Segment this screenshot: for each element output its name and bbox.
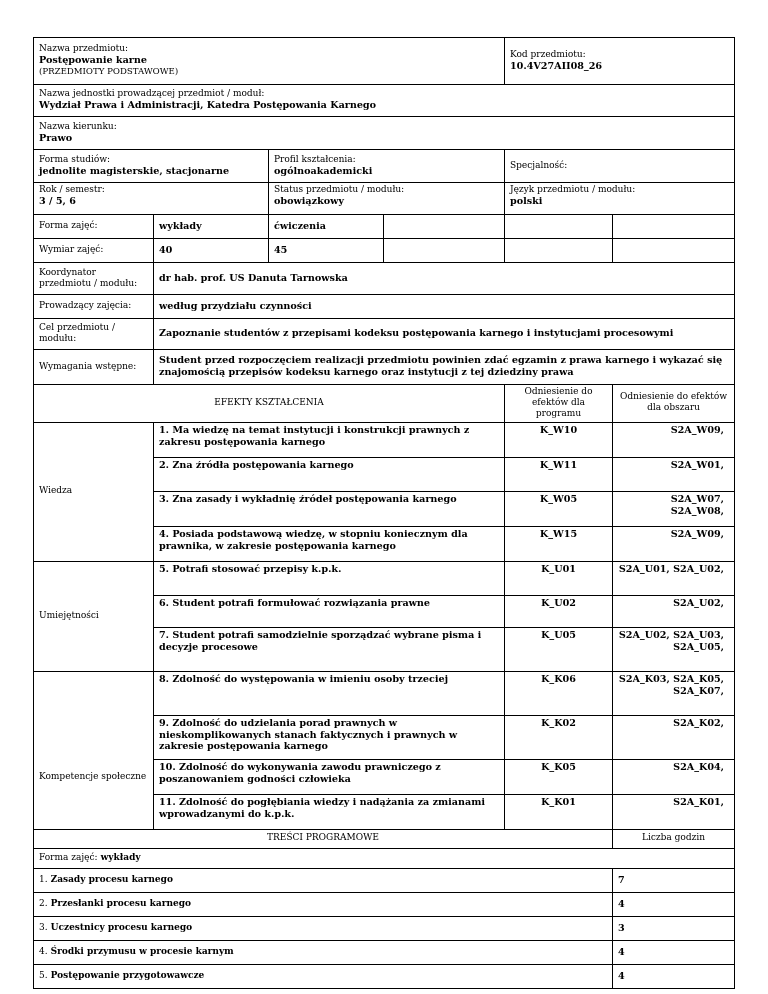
year-label: Rok / semestr: bbox=[39, 185, 105, 195]
unit-row bbox=[34, 85, 735, 117]
outcome-program-ref: K_K01 bbox=[505, 794, 613, 829]
unit-label: Nazwa jednostki prowadzącej przedmiot / moduł: bbox=[39, 89, 265, 100]
outcome-text: 2. Zna źródła postępowania karnego bbox=[154, 457, 505, 491]
topic-title: Uczestnicy procesu karnego bbox=[50, 923, 193, 934]
program-form-row bbox=[34, 848, 735, 868]
outcome-text: 4. Posiada podstawową wiedzę, w stopniu koniecznym dla prawnika, w zakresie postępowania karnego bbox=[154, 526, 505, 561]
topic-cell bbox=[34, 940, 613, 964]
specialty-cell bbox=[505, 150, 735, 183]
outcome-row bbox=[34, 561, 735, 595]
hours-exercises: 45 bbox=[269, 239, 384, 263]
outcome-program-ref: K_U05 bbox=[505, 627, 613, 671]
course-code-label: Kod przedmiotu: bbox=[510, 49, 586, 60]
class-form-lecture: wykłady bbox=[154, 215, 269, 239]
outcomes-header: EFEKTY KSZTAŁCENIA bbox=[34, 385, 505, 423]
topic-title: Zasady procesu karnego bbox=[50, 875, 173, 886]
outcome-area-ref: S2A_K04, bbox=[613, 759, 735, 794]
goal-row bbox=[34, 319, 735, 350]
outcome-text: 1. Ma wiedzę na temat instytucji i konstrukcji prawnych z zakresu postępowania karnego bbox=[154, 422, 505, 457]
course-name: Postępowanie karne bbox=[39, 55, 147, 67]
category-knowledge: Wiedza bbox=[34, 422, 154, 561]
program-form-value: wykłady bbox=[100, 853, 141, 864]
topic-cell bbox=[34, 916, 613, 940]
coordinator-value: dr hab. prof. US Danuta Tarnowska bbox=[154, 263, 735, 295]
outcome-area-ref: S2A_U02, bbox=[613, 595, 735, 627]
hours-label: Wymiar zajęć: bbox=[34, 239, 154, 263]
topic-row bbox=[34, 892, 735, 916]
program-header: TREŚCI PROGRAMOWE bbox=[34, 829, 613, 848]
topic-title: Przesłanki procesu karnego bbox=[50, 899, 192, 910]
topic-hours: 4 bbox=[613, 892, 735, 916]
study-form-cell bbox=[34, 150, 269, 183]
lecturers-row bbox=[34, 295, 735, 319]
outcome-row bbox=[34, 422, 735, 457]
outcome-program-ref: K_W10 bbox=[505, 422, 613, 457]
outcome-area-ref: S2A_W09, bbox=[613, 526, 735, 561]
course-code: 10.4V27AII08_26 bbox=[510, 60, 603, 72]
outcome-program-ref: K_K06 bbox=[505, 671, 613, 715]
topic-hours: 4 bbox=[613, 964, 735, 988]
topic-number: 3. bbox=[39, 923, 48, 934]
status-cell bbox=[269, 183, 505, 215]
course-name-cell bbox=[34, 38, 505, 85]
goal-label: Cel przedmiotu / modułu: bbox=[34, 319, 154, 350]
outcome-program-ref: K_U02 bbox=[505, 595, 613, 627]
prerequisites-value: Student przed rozpoczęciem realizacji przedmiotu powinien zdać egzamin z prawa karnego i wykazać się znajomością przepisów kodeksu karnego oraz instytucji z tej dziedziny prawa bbox=[154, 350, 735, 385]
class-form-empty-2 bbox=[505, 215, 613, 239]
hours-empty-1 bbox=[384, 239, 505, 263]
topic-row bbox=[34, 964, 735, 988]
topic-cell bbox=[34, 868, 613, 892]
program-form-cell bbox=[34, 848, 735, 868]
specialty-label: Specjalność: bbox=[510, 160, 568, 171]
outcome-text: 9. Zdolność do udzielania porad prawnych w nieskomplikowanych stanach faktycznych i prawnych w zakresie postępowania karnego bbox=[154, 715, 505, 759]
outcome-area-ref: S2A_W01, bbox=[613, 457, 735, 491]
outcome-program-ref: K_W15 bbox=[505, 526, 613, 561]
language-value: polski bbox=[510, 195, 543, 207]
topic-title: Środki przymusu w procesie karnym bbox=[50, 947, 234, 958]
field-name: Prawo bbox=[39, 132, 73, 144]
outcome-text: 7. Student potrafi samodzielnie sporządzać wybrane pisma i decyzje procesowe bbox=[154, 627, 505, 671]
goal-value: Zapoznanie studentów z przepisami kodeksu postępowania karnego i instytucjami procesowymi bbox=[154, 319, 735, 350]
study-row bbox=[34, 150, 735, 183]
study-form-label: Forma studiów: bbox=[39, 154, 111, 165]
topic-hours: 4 bbox=[613, 940, 735, 964]
outcome-area-ref: S2A_U01, S2A_U02, bbox=[613, 561, 735, 595]
topic-hours: 3 bbox=[613, 916, 735, 940]
outcome-area-ref: S2A_W07, S2A_W08, bbox=[613, 491, 735, 526]
outcome-program-ref: K_K02 bbox=[505, 715, 613, 759]
outcome-text: 11. Zdolność do pogłębiania wiedzy i nadążania za zmianami wprowadzanymi do k.p.k. bbox=[154, 794, 505, 829]
field-label: Nazwa kierunku: bbox=[39, 121, 117, 132]
outcomes-header-row bbox=[34, 385, 735, 423]
hours-empty-3 bbox=[613, 239, 735, 263]
status-label: Status przedmiotu / modułu: bbox=[274, 185, 405, 195]
hours-empty-2 bbox=[505, 239, 613, 263]
outcome-program-ref: K_W11 bbox=[505, 457, 613, 491]
course-code-cell bbox=[505, 38, 735, 85]
prerequisites-row bbox=[34, 350, 735, 385]
lecturers-value: według przydziału czynności bbox=[154, 295, 735, 319]
study-form-value: jednolite magisterskie, stacjonarne bbox=[39, 165, 230, 177]
category-social-competences: Kompetencje społeczne bbox=[34, 671, 154, 829]
topic-row bbox=[34, 916, 735, 940]
outcome-area-ref: S2A_K01, bbox=[613, 794, 735, 829]
prerequisites-label: Wymagania wstępne: bbox=[34, 350, 154, 385]
coordinator-row bbox=[34, 263, 735, 295]
class-form-label: Forma zajęć: bbox=[34, 215, 154, 239]
outcome-area-ref: S2A_W09, bbox=[613, 422, 735, 457]
lecturers-label: Prowadzący zajęcia: bbox=[34, 295, 154, 319]
hours-lecture: 40 bbox=[154, 239, 269, 263]
unit-cell bbox=[34, 85, 735, 117]
language-cell bbox=[505, 183, 735, 215]
outcome-text: 6. Student potrafi formułować rozwiązania prawne bbox=[154, 595, 505, 627]
unit-name: Wydział Prawa i Administracji, Katedra Postępowania Karnego bbox=[39, 100, 377, 112]
outcome-text: 10. Zdolność do wykonywania zawodu prawniczego z poszanowaniem godności człowieka bbox=[154, 759, 505, 794]
program-hours-header: Liczba godzin bbox=[613, 829, 735, 848]
outcome-program-ref: K_K05 bbox=[505, 759, 613, 794]
class-form-empty-3 bbox=[613, 215, 735, 239]
outcome-program-ref: K_W05 bbox=[505, 491, 613, 526]
program-form-label: Forma zajęć: bbox=[39, 853, 98, 864]
hours-row bbox=[34, 239, 735, 263]
field-cell bbox=[34, 117, 735, 150]
year-cell bbox=[34, 183, 269, 215]
outcome-text: 3. Zna zasady i wykładnię źródeł postępowania karnego bbox=[154, 491, 505, 526]
course-group: (PRZEDMIOTY PODSTAWOWE) bbox=[39, 67, 179, 78]
topic-number: 5. bbox=[39, 971, 48, 982]
topic-number: 2. bbox=[39, 899, 48, 910]
status-value: obowiązkowy bbox=[274, 195, 344, 207]
ref-program-header: Odniesienie do efektów dla programu bbox=[505, 385, 613, 423]
profile-value: ogólnoakademicki bbox=[274, 165, 373, 177]
outcome-area-ref: S2A_K03, S2A_K05, S2A_K07, bbox=[613, 671, 735, 715]
coordinator-label: Koordynator przedmiotu / modułu: bbox=[34, 263, 154, 295]
year-value: 3 / 5, 6 bbox=[39, 195, 76, 207]
topic-number: 4. bbox=[39, 947, 48, 958]
outcome-program-ref: K_U01 bbox=[505, 561, 613, 595]
topic-hours: 7 bbox=[613, 868, 735, 892]
language-label: Język przedmiotu / modułu: bbox=[510, 185, 636, 195]
class-form-row bbox=[34, 215, 735, 239]
topic-row bbox=[34, 940, 735, 964]
topic-title: Postępowanie przygotowawcze bbox=[50, 971, 205, 982]
category-skills: Umiejętności bbox=[34, 561, 154, 671]
outcome-row bbox=[34, 671, 735, 715]
topic-row bbox=[34, 868, 735, 892]
course-name-label: Nazwa przedmiotu: bbox=[39, 44, 129, 55]
profile-cell bbox=[269, 150, 505, 183]
topic-number: 1. bbox=[39, 875, 48, 886]
syllabus-table bbox=[33, 37, 735, 989]
outcome-text: 8. Zdolność do występowania w imieniu osoby trzeciej bbox=[154, 671, 505, 715]
class-form-exercises: ćwiczenia bbox=[269, 215, 384, 239]
field-row bbox=[34, 117, 735, 150]
outcome-area-ref: S2A_K02, bbox=[613, 715, 735, 759]
topic-cell bbox=[34, 892, 613, 916]
profile-label: Profil kształcenia: bbox=[274, 154, 356, 165]
year-row bbox=[34, 183, 735, 215]
class-form-empty-1 bbox=[384, 215, 505, 239]
topic-cell bbox=[34, 964, 613, 988]
outcome-area-ref: S2A_U02, S2A_U03, S2A_U05, bbox=[613, 627, 735, 671]
course-syllabus-sheet bbox=[33, 37, 734, 989]
ref-area-header: Odniesienie do efektów dla obszaru bbox=[613, 385, 735, 423]
outcome-text: 5. Potrafi stosować przepisy k.p.k. bbox=[154, 561, 505, 595]
course-row bbox=[34, 38, 735, 85]
program-header-row bbox=[34, 829, 735, 848]
